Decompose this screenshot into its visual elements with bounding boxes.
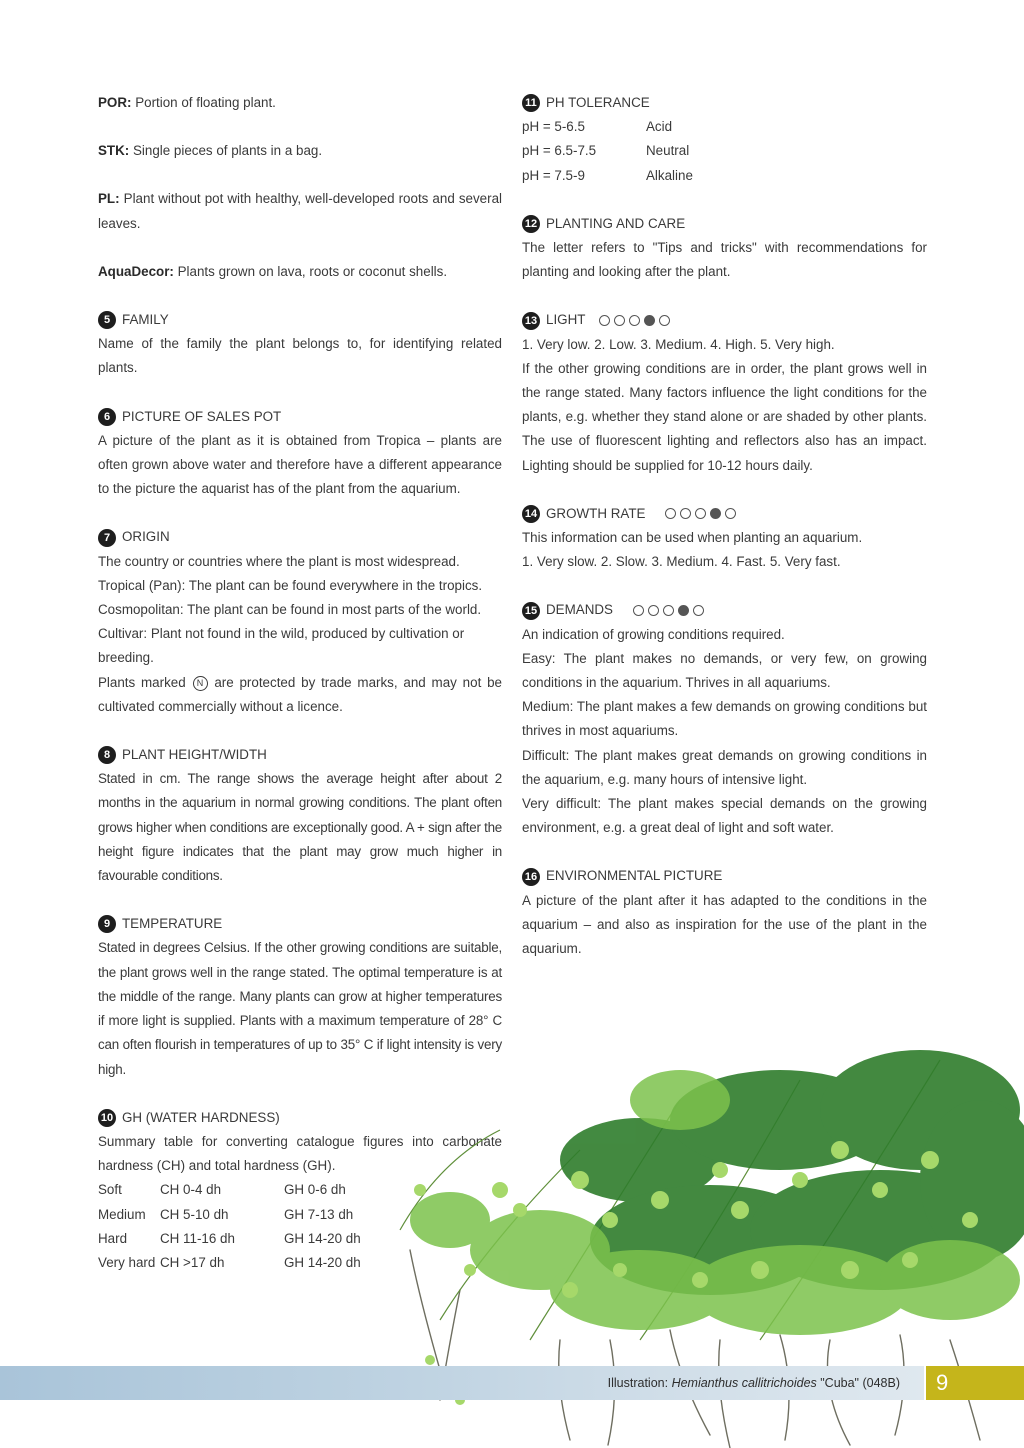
rating-dot-icon bbox=[644, 315, 655, 326]
growth-scale: 1. Very slow. 2. Slow. 3. Medium. 4. Fast. 5. Very fast. bbox=[522, 554, 841, 570]
rating-dot-icon bbox=[633, 605, 644, 616]
pl-term: PL: bbox=[98, 191, 120, 207]
ph-table-row: pH = 6.5-7.5 Neutral bbox=[522, 143, 690, 159]
section-number-badge: 13 bbox=[522, 312, 540, 330]
section-demands bbox=[522, 598, 927, 840]
stk-definition bbox=[98, 139, 502, 163]
section-number-badge: 5 bbox=[98, 311, 116, 329]
rating-dot-icon bbox=[695, 508, 706, 519]
ph-table-row: pH = 5-6.5 Acid bbox=[522, 119, 673, 135]
rating-dot-icon bbox=[678, 605, 689, 616]
rating-dot-icon bbox=[648, 605, 659, 616]
ph-table-row: pH = 7.5-9 Alkaline bbox=[522, 167, 693, 183]
family-title: FAMILY bbox=[122, 312, 169, 328]
temperature-text: Stated in degrees Celsius. If the other growing conditions are suitable, the plant grows well in the range stated. The optimal temperature is at the middle of the range. Many plants can grow at higher temperatures if more light is supplied. Plants with a maximum temperature of 28° C can often flourish in temperatures of up to 35° C if light intensity is very high. bbox=[98, 940, 502, 1077]
planting-heading bbox=[522, 212, 927, 236]
ph-title: PH TOLERANCE bbox=[546, 95, 650, 110]
section-number-badge: 15 bbox=[522, 602, 540, 620]
rating-dot-icon bbox=[693, 605, 704, 616]
section-ph-tolerance bbox=[522, 91, 927, 188]
page-number-box bbox=[926, 1366, 1024, 1400]
illustration-caption: Illustration: Hemianthus callitrichoides "Cuba" (048B) bbox=[607, 1376, 900, 1390]
gh-table-row: Hard CH 11-16 dh GH 14-20 dh bbox=[98, 1230, 361, 1246]
height-text: Stated in cm. The range shows the average height after about 2 months in the aquarium in normal growing conditions. The plant often grows higher when conditions are exceptionally good. A + sign after the height figure indicates that the plant may grow much higher in favourable conditions. bbox=[98, 771, 502, 884]
growth-rating bbox=[665, 508, 736, 519]
demands-heading bbox=[522, 598, 927, 622]
section-number-badge: 14 bbox=[522, 505, 540, 523]
gh-table-row: Soft CH 0-4 dh GH 0-6 dh bbox=[98, 1182, 346, 1198]
aquadecor-text: Plants grown on lava, roots or coconut shells. bbox=[173, 263, 448, 279]
picture-pot-heading bbox=[98, 405, 502, 429]
trademark-n-icon: N bbox=[193, 676, 208, 691]
gh-text: Summary table for converting catalogue figures into carbonate hardness (CH) and total hardness (GH). bbox=[98, 1133, 502, 1174]
demands-rating bbox=[633, 605, 704, 616]
section-origin bbox=[98, 525, 502, 719]
section-number-badge: 11 bbox=[522, 94, 540, 112]
aquadecor-definition bbox=[98, 260, 502, 284]
origin-line: Tropical (Pan): The plant can be found everywhere in the tropics. bbox=[98, 577, 483, 593]
planting-title: PLANTING AND CARE bbox=[546, 215, 686, 231]
origin-trademark-note: Plants marked N are protected by trade marks, and may not be cultivated commercially without a licence. bbox=[98, 674, 502, 714]
height-heading bbox=[98, 743, 502, 767]
stk-term: STK: bbox=[98, 143, 130, 159]
section-number-badge: 16 bbox=[522, 868, 540, 886]
gh-title: GH (WATER HARDNESS) bbox=[122, 1109, 280, 1125]
por-text: Portion of floating plant. bbox=[131, 95, 276, 110]
origin-line: Cosmopolitan: The plant can be found in most parts of the world. bbox=[98, 602, 482, 618]
gh-table-row: Medium CH 5-10 dh GH 7-13 dh bbox=[98, 1206, 354, 1222]
height-title: PLANT HEIGHT/WIDTH bbox=[122, 747, 267, 763]
rating-dot-icon bbox=[659, 315, 670, 326]
demands-title: DEMANDS bbox=[546, 602, 613, 618]
demands-line: Easy: The plant makes no demands, or very few, on growing conditions in the aquarium. Thrives in all aquariums. bbox=[522, 650, 927, 691]
section-number-badge: 7 bbox=[98, 529, 116, 547]
rating-dot-icon bbox=[629, 315, 640, 326]
pl-definition bbox=[98, 187, 502, 235]
section-number-badge: 8 bbox=[98, 746, 116, 764]
demands-line: Medium: The plant makes a few demands on growing conditions but thrives in most aquariums. bbox=[522, 699, 927, 739]
rating-dot-icon bbox=[665, 508, 676, 519]
demands-line: Difficult: The plant makes great demands on growing conditions in the aquarium, e.g. many hours of intensive light. bbox=[522, 747, 927, 787]
rating-dot-icon bbox=[710, 508, 721, 519]
growth-text: This information can be used when planting an aquarium. bbox=[522, 530, 863, 546]
light-title: LIGHT bbox=[546, 312, 586, 328]
origin-line: Cultivar: Plant not found in the wild, produced by cultivation or breeding. bbox=[98, 626, 465, 666]
rating-dot-icon bbox=[680, 508, 691, 519]
family-text: Name of the family the plant belongs to, for identifying related plants. bbox=[98, 336, 502, 376]
section-number-badge: 12 bbox=[522, 215, 540, 233]
planting-text: The letter refers to "Tips and tricks" with recommendations for planting and looking after the plant. bbox=[522, 240, 927, 280]
section-picture-sales-pot bbox=[98, 405, 502, 502]
pl-text: Plant without pot with healthy, well-developed roots and several leaves. bbox=[98, 191, 502, 231]
temperature-title: TEMPERATURE bbox=[122, 916, 223, 932]
section-environmental-picture bbox=[522, 864, 927, 961]
por-definition bbox=[98, 91, 502, 115]
light-scale: 1. Very low. 2. Low. 3. Medium. 4. High. 5. Very high. bbox=[522, 336, 835, 352]
environment-heading bbox=[522, 864, 927, 888]
environment-title: ENVIRONMENTAL PICTURE bbox=[546, 868, 723, 884]
rating-dot-icon bbox=[663, 605, 674, 616]
temperature-heading bbox=[98, 912, 502, 936]
picture-pot-title: PICTURE OF SALES POT bbox=[122, 408, 282, 424]
origin-title: ORIGIN bbox=[122, 529, 170, 545]
page-number: 9 bbox=[936, 1370, 949, 1395]
light-rating bbox=[599, 315, 670, 326]
demands-line: Very difficult: The plant makes special demands on the growing environment, e.g. a great deal of light and soft water. bbox=[522, 796, 927, 836]
environment-text: A picture of the plant after it has adapted to the conditions in the aquarium – and also as inspiration for the use of the plant in the aquarium. bbox=[522, 892, 927, 957]
section-number-badge: 6 bbox=[98, 408, 116, 426]
right-column bbox=[522, 91, 927, 985]
rating-dot-icon bbox=[599, 315, 610, 326]
caption-species: Hemianthus callitrichoides bbox=[671, 1376, 817, 1390]
por-term: POR: bbox=[98, 95, 132, 110]
section-number-badge: 10 bbox=[98, 1109, 116, 1127]
origin-line: The country or countries where the plant is most widespread. bbox=[98, 553, 460, 569]
growth-title: GROWTH RATE bbox=[546, 505, 646, 521]
rating-dot-icon bbox=[725, 508, 736, 519]
rating-dot-icon bbox=[614, 315, 625, 326]
ph-heading bbox=[522, 91, 927, 115]
origin-heading bbox=[98, 525, 502, 549]
family-heading bbox=[98, 308, 502, 332]
light-text: If the other growing conditions are in order, the plant grows well in the range stated. Many factors influence the light conditions for the plants, e.g. whether they stand alone or are shaded by other plants. The use of fluorescent lighting and reflectors also has an impact. Lighting should be supplied for 10-12 hours daily. bbox=[522, 360, 927, 473]
demands-line: An indication of growing conditions required. bbox=[522, 626, 785, 642]
gh-table-row: Very hard CH >17 dh GH 14-20 dh bbox=[98, 1254, 361, 1270]
section-growth-rate bbox=[522, 502, 927, 575]
section-light bbox=[522, 308, 927, 477]
section-plant-height bbox=[98, 743, 502, 888]
stk-text: Single pieces of plants in a bag. bbox=[129, 143, 323, 159]
section-number-badge: 9 bbox=[98, 915, 116, 933]
picture-pot-text: A picture of the plant as it is obtained from Tropica – plants are often grown above water and therefore have a different appearance to the picture the aquarist has of the plant from the aquarium. bbox=[98, 432, 502, 497]
section-planting-care bbox=[522, 212, 927, 285]
aquadecor-term: AquaDecor: bbox=[98, 263, 174, 279]
light-heading bbox=[522, 308, 927, 332]
section-family bbox=[98, 308, 502, 381]
growth-heading bbox=[522, 502, 927, 526]
